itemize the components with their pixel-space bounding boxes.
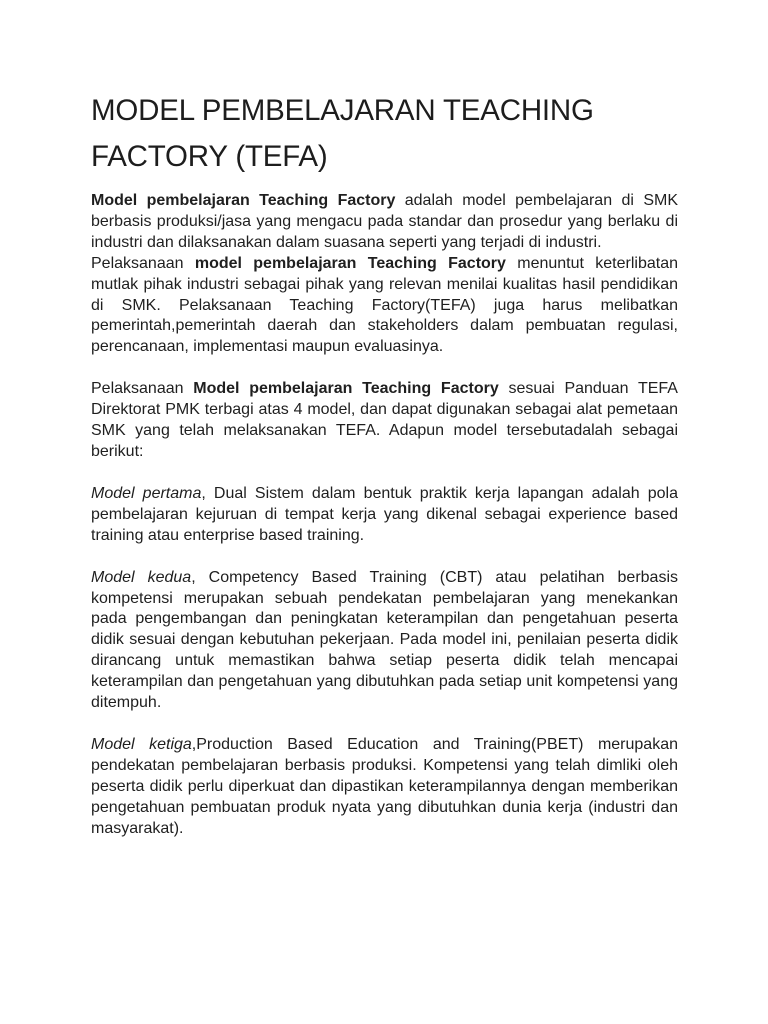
- paragraph-industry-involvement-pre: Pelaksanaan: [91, 254, 195, 272]
- document-page: [91, 88, 678, 839]
- paragraph-definition: [91, 191, 678, 254]
- paragraph-four-models-text: sesuai Panduan TEFA Direktorat PMK terbagi atas 4 model, dan dapat digunakan sebagai alat pemetaan SMK yang telah melaksanakan TEFA. Adapun model tersebutadalah sebagai berikut:: [91, 380, 678, 460]
- paragraph-industry-involvement-text: menuntut keterlibatan mutlak pihak industri sebagai pihak yang relevan menilai kualitas hasil pendidikan di SMK. Pelaksanaan Teaching Factory(TEFA) juga harus melibatkan pemerintah,pemerintah daerah dan stakeholders dalam pembuatan regulasi, perencanaan, implementasi maupun evaluasinya.: [91, 254, 678, 356]
- paragraph-model-kedua: [91, 568, 678, 714]
- paragraph-industry-involvement: [91, 254, 678, 359]
- paragraph-definition-text: adalah model pembelajaran di SMK berbasis produksi/jasa yang mengacu pada standar dan prosedur yang berlaku di industri dan dilaksanakan dalam suasana seperti yang terjadi di industri.: [91, 192, 678, 251]
- paragraph-four-models-bold: Model pembelajaran Teaching Factory: [193, 380, 499, 398]
- paragraph-model-kedua-label: Model kedua: [91, 568, 192, 586]
- paragraph-model-kedua-text: , Competency Based Training (CBT) atau pelatihan berbasis kompetensi merupakan sebuah pendekatan pembelajaran yang menekankan pada pengembangan dan peningkatan keterampilan dan pengetahuan peserta didik sesuai dengan kebutuhan pekerjaan. Pada model ini, penilaian peserta didik dirancang untuk memastikan bahwa setiap peserta didik telah mencapai keterampilan dan pengetahuan yang dibutuhkan pada setiap unit kompetensi yang ditempuh.: [91, 568, 679, 712]
- paragraph-four-models-pre: Pelaksanaan: [91, 380, 194, 398]
- paragraph-definition-bold: Model pembelajaran Teaching Factory: [91, 192, 396, 209]
- paragraph-model-ketiga: [91, 735, 678, 840]
- paragraph-four-models: [91, 379, 678, 463]
- paragraph-model-pertama-label: Model pertama: [91, 484, 202, 502]
- paragraph-model-pertama-text: , Dual Sistem dalam bentuk praktik kerja lapangan adalah pola pembelajaran kejuruan di tempat kerja yang dikenal sebagai experience based training atau enterprise based training.: [91, 484, 679, 544]
- paragraph-model-ketiga-label: Model ketiga: [91, 735, 192, 753]
- paragraph-model-pertama: [91, 484, 678, 547]
- document-title: MODEL PEMBELAJARAN TEACHING FACTORY (TEFA): [91, 94, 594, 173]
- paragraph-industry-involvement-bold: model pembelajaran Teaching Factory: [194, 254, 506, 272]
- paragraph-model-ketiga-text: ,Production Based Education and Training(PBET) merupakan pendekatan pembelajaran berbasis produksi. Kompetensi yang telah dimliki oleh peserta didik perlu diperkuat dan dipastikan keterampilannya dengan memberikan pengetahuan pembuatan produk nyata yang dibutuhkan dunia kerja (industri dan masyarakat).: [91, 735, 678, 837]
